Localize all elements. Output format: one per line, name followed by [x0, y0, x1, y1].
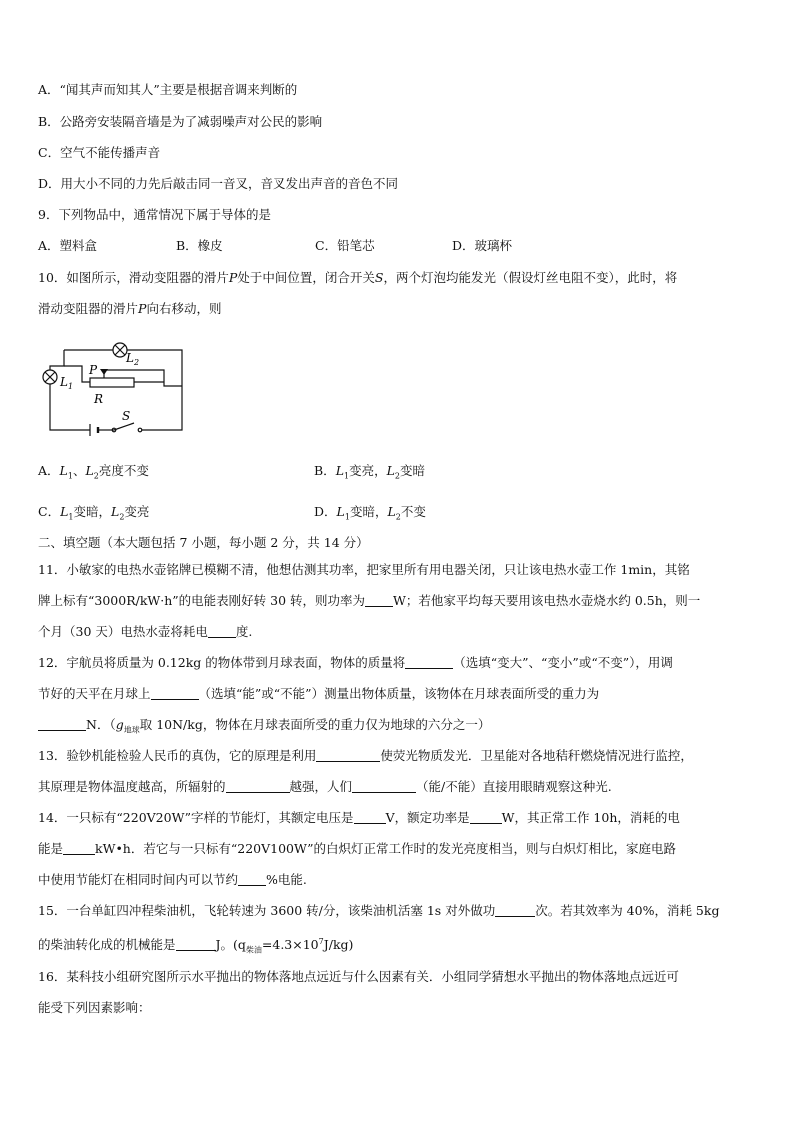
label-s: S: [122, 409, 131, 423]
q10-p-symbol: P: [138, 301, 147, 316]
q12-line3: [38, 715, 490, 741]
l2-symbol: L: [111, 504, 120, 519]
q14-text: kW•h．若它与一只标有“220V100W”的白炽灯正常工作时的发光亮度相当，则与白炽灯相比，家庭电路: [95, 841, 676, 856]
q9-option-d: D．玻璃杯: [452, 238, 513, 253]
q11-line2: [38, 591, 700, 611]
q10-text: ，两个灯泡均能发光（假设灯丝电阻不变），此时，将: [383, 270, 678, 285]
q12-text: 取 10N/kg，物体在月球表面所受的重力仅为地球的六分之一）: [139, 717, 491, 732]
answer-blank[interactable]: [495, 902, 535, 917]
l1-subscript: 1: [68, 512, 74, 522]
q10-s-symbol: S: [374, 270, 384, 285]
q16-line2: 能受下列因素影响：: [38, 1000, 151, 1015]
answer-blank[interactable]: [365, 592, 393, 607]
l2-subscript: 2: [394, 471, 401, 481]
answer-blank[interactable]: [226, 778, 290, 793]
l2-symbol: L: [386, 463, 395, 478]
q14-line3: [38, 870, 307, 890]
answer-blank[interactable]: [63, 840, 95, 855]
option-label: D．: [314, 504, 337, 519]
answer-blank[interactable]: [316, 747, 380, 762]
g-symbol: g: [115, 717, 124, 732]
q14-text: 能是: [38, 841, 64, 856]
option-label: B．: [314, 463, 336, 478]
q15-text: 次。若其效率为 40%，消耗 5kg: [535, 903, 720, 918]
label-l2-sub: 2: [133, 358, 140, 367]
q13-text: 13．验钞机能检验人民币的真伪，它的原理是利用: [38, 748, 317, 763]
answer-blank[interactable]: [151, 685, 199, 700]
q13-text: 其原理是物体温度越高，所辐射的: [38, 779, 226, 794]
q10-option-d: [314, 502, 426, 528]
q11-text: 牌上标有“3000R/kW·h”的电能表刚好转 30 转，则功率为: [38, 593, 366, 608]
q11-text: W；若他家平均每天要用该电热水壶烧水约 0.5h，则一: [393, 593, 701, 608]
option-label: C．: [38, 504, 61, 519]
answer-blank[interactable]: [176, 936, 216, 951]
label-l1-sub: 1: [67, 382, 74, 391]
q11-text: 个月（30 天）电热水壶将耗电: [38, 624, 208, 639]
l1-symbol: L: [59, 463, 68, 478]
q9-option-c: C．铅笔芯: [315, 238, 375, 253]
q13-text: （能/不能）直接用眼睛观察这种光.: [416, 779, 612, 794]
l1-subscript: 1: [67, 471, 73, 481]
label-r: R: [94, 392, 104, 406]
l2-subscript: 2: [119, 512, 125, 522]
exponent: 7: [318, 937, 324, 946]
q12-text: 节好的天平在月球上: [38, 686, 151, 701]
switch-contact: [138, 428, 142, 432]
l1-symbol: L: [60, 504, 69, 519]
q13-text: 使荧光物质发光．卫星能对各地秸秆燃烧情况进行监控，: [380, 748, 693, 763]
q13-line1: [38, 746, 693, 766]
q9-stem: 9．下列物品中，通常情况下属于导体的是: [38, 207, 271, 222]
l2-subscript: 2: [395, 512, 401, 522]
option-label: A．: [38, 463, 60, 478]
q12-line2: [38, 684, 599, 704]
q9-option-b: B．橡皮: [176, 238, 223, 253]
q12-text: （选填“能”或“不能”）测量出物体质量，该物体在月球表面所受的重力为: [198, 686, 600, 701]
answer-blank[interactable]: [38, 716, 86, 731]
option-text: 变暗，: [349, 504, 388, 519]
label-l1-letter: L: [60, 375, 68, 389]
option-text: 变亮，: [349, 463, 387, 478]
q10-option-a: [38, 461, 149, 487]
g-subscript: 地球: [123, 725, 140, 735]
q9-option-a: A．塑料盒: [38, 238, 98, 253]
q15-line2: [38, 932, 353, 961]
q16-line1: 16．某科技小组研究图所示水平抛出的物体落地点远近与什么因素有关．小组同学猜想水平抛出的物体落地点远近可: [38, 969, 679, 984]
q14-text: 中使用节能灯在相同时间内可以节约: [38, 872, 239, 887]
q12-line1: [38, 653, 673, 673]
q10-text: 10．如图所示，滑动变阻器的滑片: [38, 270, 229, 285]
answer-blank[interactable]: [238, 871, 266, 886]
q-subscript: 柴油: [245, 945, 262, 955]
circuit-diagram: [34, 330, 194, 440]
q8-option-c: C．空气不能传播声音: [38, 145, 161, 160]
q13-text: 越强，人们: [289, 779, 353, 794]
l1-symbol: L: [336, 504, 345, 519]
l2-symbol: L: [85, 463, 94, 478]
q14-text: %电能.: [266, 872, 307, 887]
option-text: 变暗，: [73, 504, 111, 519]
q15-text: 15．一台单缸四冲程柴油机，飞轮转速为 3600 转/分，该柴油机活塞 1s 对外做功: [38, 903, 496, 918]
q15-text: J/kg): [323, 937, 354, 953]
option-text: 亮度不变: [98, 463, 149, 478]
q15-text: 的柴油转化成的机械能是: [38, 937, 176, 953]
q10-stem-line1: [38, 268, 677, 288]
q15-text: J。(q: [215, 937, 246, 953]
q13-line2: [38, 777, 612, 797]
q8-option-b: B．公路旁安装隔音墙是为了减弱噪声对公民的影响: [38, 114, 323, 129]
switch-blade: [114, 423, 134, 430]
resistor: [90, 378, 134, 387]
l1-symbol: L: [335, 463, 344, 478]
q15-line1: [38, 901, 719, 921]
q10-option-c: [38, 502, 149, 528]
l1-subscript: 1: [344, 512, 350, 522]
q14-text: V，额定功率是: [385, 810, 470, 825]
label-l2: [125, 351, 139, 367]
label-p: P: [89, 363, 98, 377]
option-text: 变亮: [124, 504, 150, 519]
q10-text: 处于中间位置，闭合开关: [237, 270, 375, 285]
q11-line1: 11．小敏家的电热水壶铭牌已模糊不清，他想估测其功率，把家里所有用电器关闭，只让该电热水壶工作 1min，其铭: [38, 562, 690, 577]
q9-options: [38, 236, 738, 256]
q10-p-symbol: P: [228, 270, 238, 285]
q11-line3: [38, 622, 252, 642]
section-heading: 二、填空题（本大题包括 7 小题，每小题 2 分，共 14 分）: [38, 535, 369, 550]
answer-blank[interactable]: [354, 809, 386, 824]
q15-text: =4.3×10: [261, 937, 319, 953]
option-text: 变暗: [400, 463, 426, 478]
answer-blank[interactable]: [405, 654, 453, 669]
q12-text: 12．宇航员将质量为 0.12kg 的物体带到月球表面，物体的质量将: [38, 655, 406, 670]
l2-subscript: 2: [93, 471, 99, 481]
q8-option-d: D．用大小不同的力先后敲击同一音叉，音叉发出声音的音色不同: [38, 176, 399, 191]
answer-blank[interactable]: [352, 778, 416, 793]
q14-text: 14．一只标有“220V20W”字样的节能灯，其额定电压是: [38, 810, 354, 825]
q14-line2: [38, 839, 676, 859]
l2-symbol: L: [387, 504, 396, 519]
q12-text: N．（: [86, 717, 116, 732]
label-l1: [59, 375, 73, 391]
q8-option-a: A．“闻其声而知其人”主要是根据音调来判断的: [38, 82, 298, 97]
q10-text: 向右移动，则: [146, 301, 222, 316]
option-text: 、: [72, 463, 86, 478]
option-text: 不变: [400, 504, 426, 519]
q10-text: 滑动变阻器的滑片: [38, 301, 139, 316]
slider-arrow: [100, 369, 108, 375]
answer-blank[interactable]: [208, 623, 236, 638]
l1-subscript: 1: [344, 471, 350, 481]
q10-option-b: [314, 461, 425, 487]
label-l2-letter: L: [126, 351, 134, 365]
q10-stem-line2: [38, 299, 221, 319]
answer-blank[interactable]: [470, 809, 502, 824]
q11-text: 度.: [235, 624, 253, 639]
q14-line1: [38, 808, 680, 828]
q14-text: W，其正常工作 10h，消耗的电: [501, 810, 680, 825]
q12-text: （选填“变大”、“变小”或“不变”），用调: [453, 655, 673, 670]
